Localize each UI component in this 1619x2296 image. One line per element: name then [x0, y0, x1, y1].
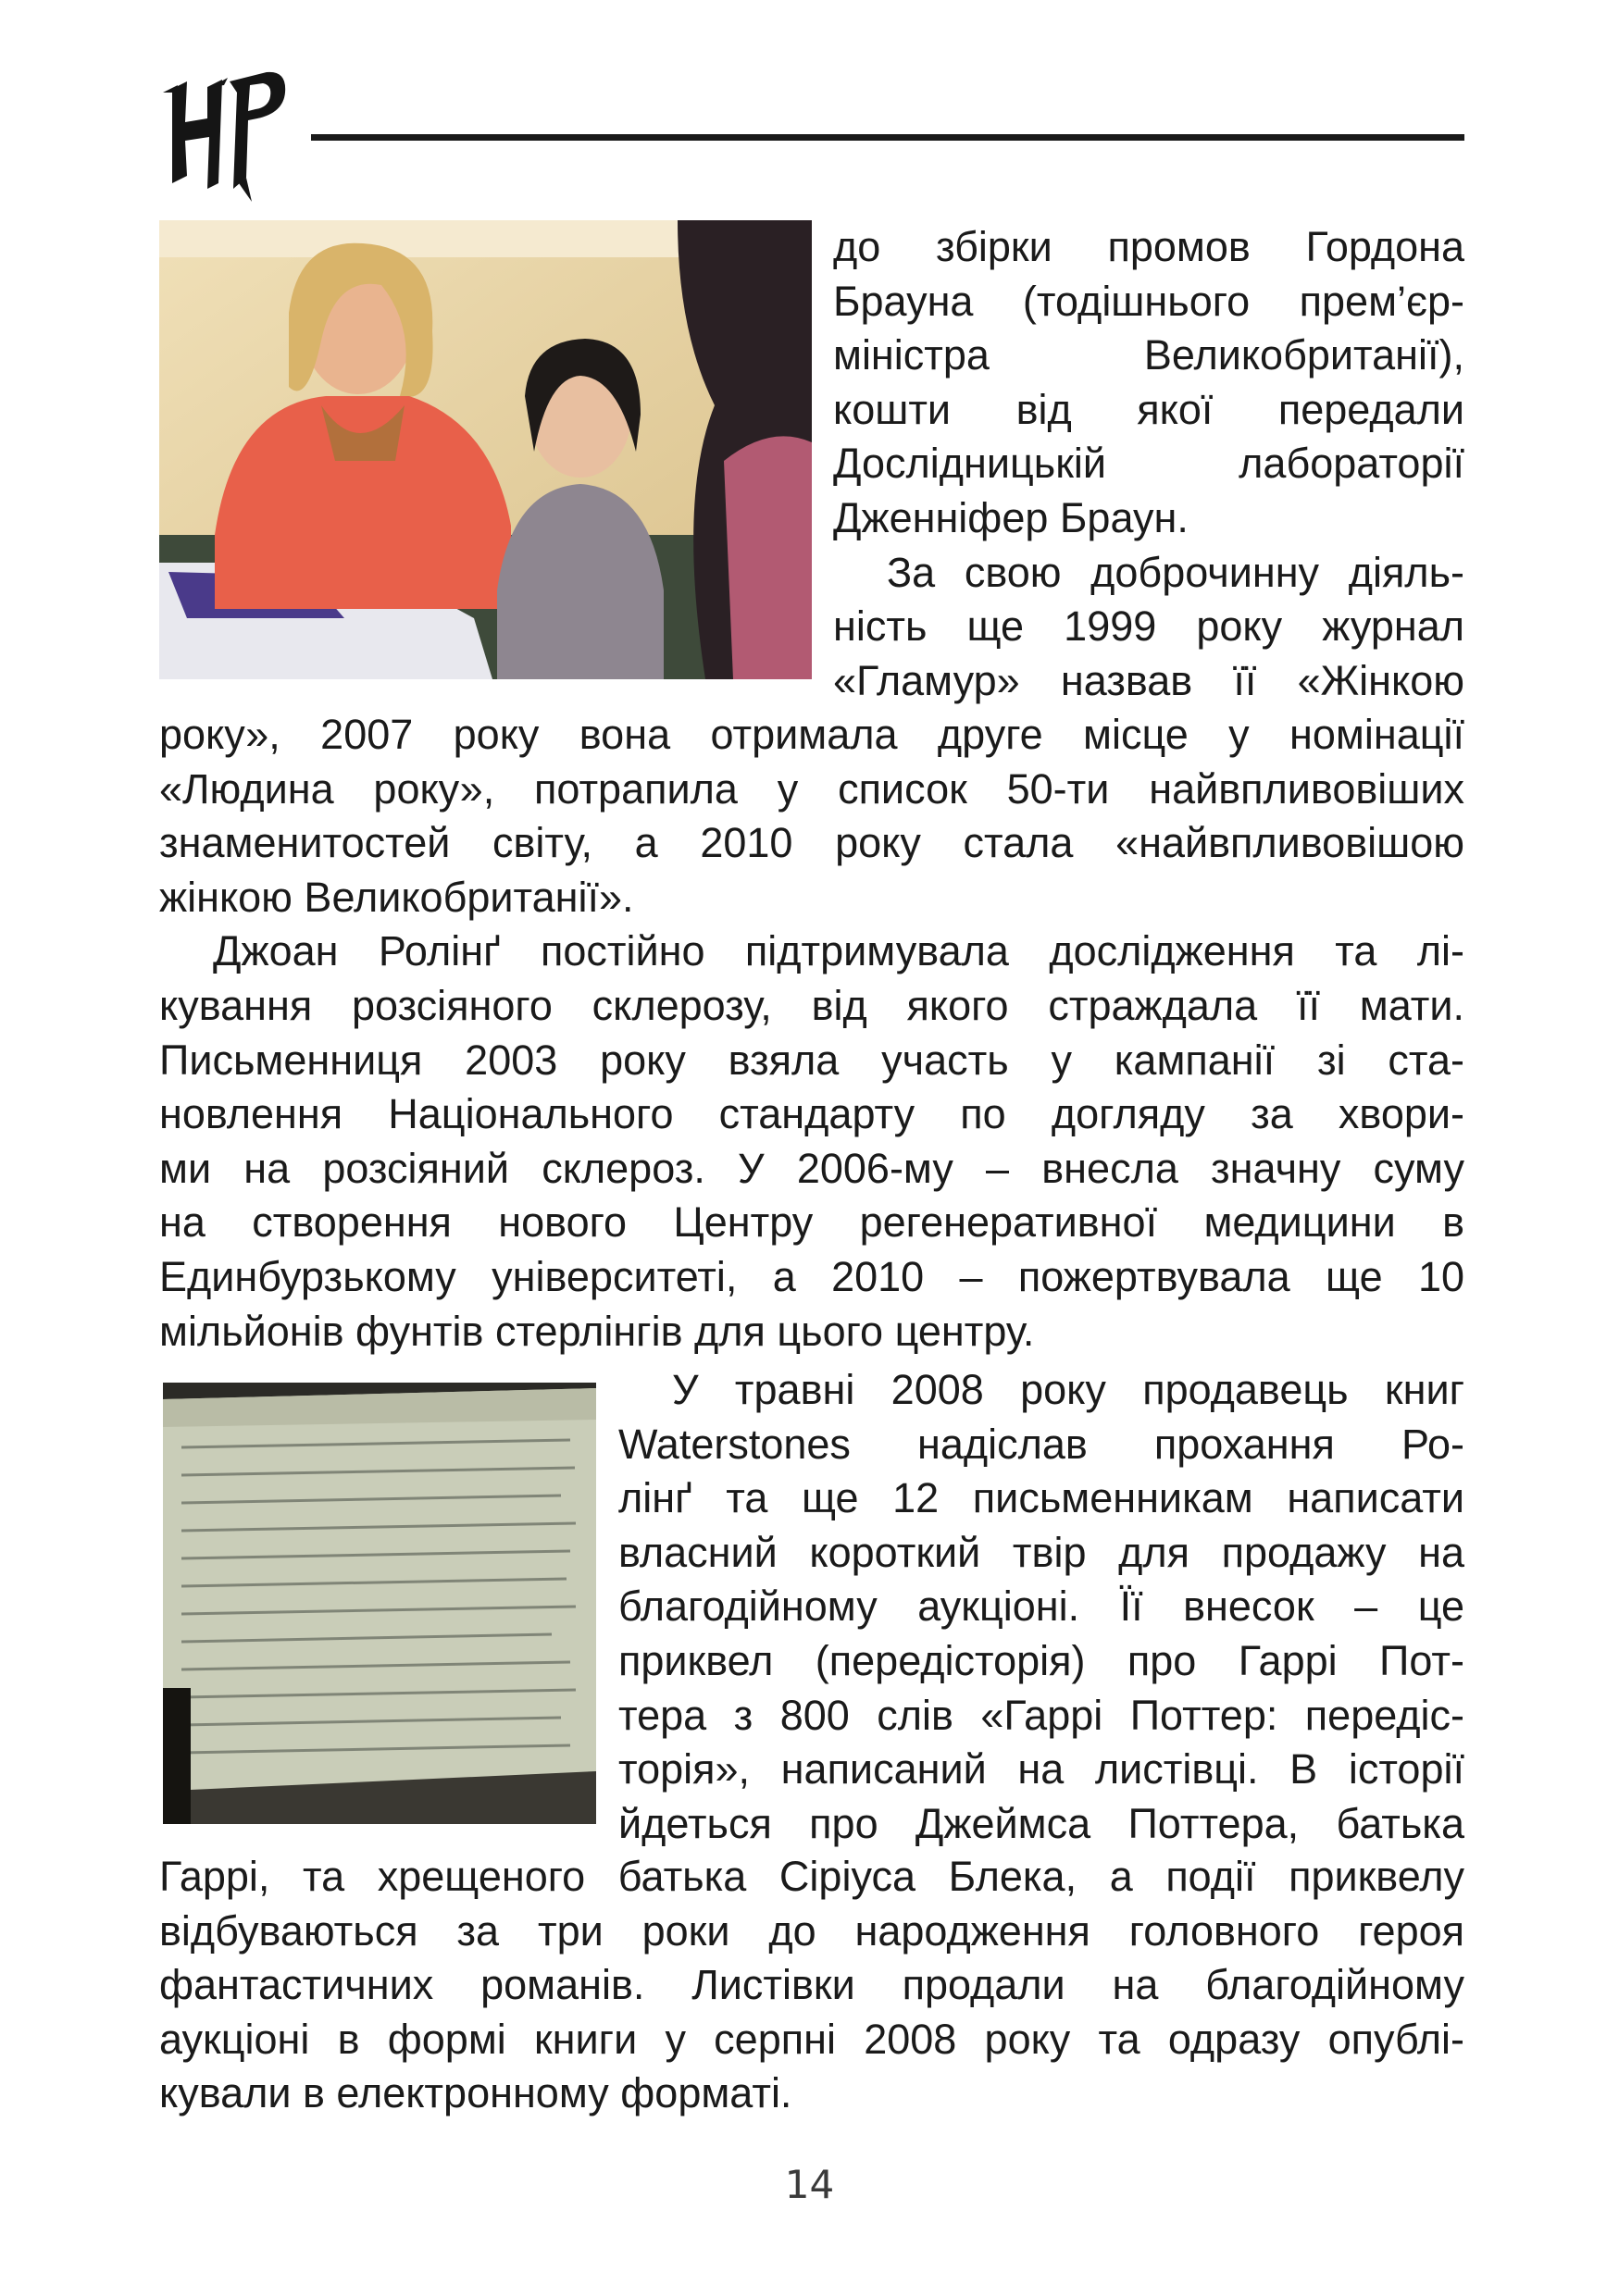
text-line: ність ще 1999 року журнал — [833, 602, 1464, 651]
text-line: тера з 800 слів «Гаррі Поттер: передіс- — [618, 1691, 1464, 1739]
text-line: міністра Великобританії), — [833, 331, 1464, 379]
text-line: знаменитостей світу, а 2010 року стала «найвпливовішою — [159, 819, 1464, 867]
text-line: «Людина року», потрапила у список 50-ти найвпливовіших — [159, 764, 1464, 813]
text-line: новлення Національного стандарту по догляду за хвори- — [159, 1090, 1464, 1138]
photo-rowling-icon — [159, 220, 812, 679]
text-line: лінґ та ще 12 письменникам написати — [618, 1474, 1464, 1522]
text-line: власний короткий твір для продажу на — [618, 1528, 1464, 1576]
text-line: фантастичних романів. Листівки продали на благодійному — [159, 1961, 1464, 2009]
header-rule — [311, 134, 1464, 141]
text-line: ми на розсіяний склероз. У 2006-му – внесла значну суму — [159, 1144, 1464, 1192]
text-line: до збірки промов Гордона — [833, 223, 1464, 270]
page-number: 14 — [784, 2162, 835, 2207]
text-line: Письменниця 2003 року взяла участь у кампанії зі ста- — [159, 1036, 1464, 1084]
text-line: кування розсіяного склерозу, від якого страждала її мати. — [159, 981, 1464, 1029]
text-line: Брауна (тодішнього прем’єр- — [833, 277, 1464, 325]
text-line: кошти від якої передали — [833, 385, 1464, 433]
text-line: «Гламур» назвав її «Жінкою — [833, 656, 1464, 704]
paragraph-block-2 — [159, 1850, 1464, 2121]
paragraph-block-1 — [159, 708, 1464, 1359]
text-line: Гаррі, та хрещеного батька Сіріуса Блека, а події приквелу — [159, 1853, 1464, 1900]
column-text-1 — [833, 220, 1464, 708]
text-line: відбуваються за три роки до народження головного героя — [159, 1906, 1464, 1955]
text-line: жінкою Великобританії». — [159, 873, 634, 921]
text-line: року», 2007 року вона отримала друге місце у номінації — [159, 711, 1464, 758]
text-line: Джоан Ролінґ постійно підтримувала дослідження та лі- — [213, 927, 1464, 975]
text-line: мільйонів фунтів стерлінгів для цього центру. — [159, 1307, 1035, 1355]
text-line: Дослідницькій лабораторії — [833, 440, 1464, 488]
text-line: За свою доброчинну діяль- — [887, 548, 1464, 596]
text-line: приквел (передісторія) про Гаррі Пот- — [618, 1636, 1464, 1684]
text-line: Waterstones надіслав прохання Ро- — [618, 1420, 1464, 1468]
text-line: торія», написаний на листівці. В історії — [618, 1745, 1464, 1793]
photo-postcard-icon — [163, 1383, 596, 1824]
text-line: У травні 2008 року продавець книг — [672, 1366, 1464, 1413]
text-line: на створення нового Центру регенеративної медицини в — [159, 1198, 1464, 1247]
text-line: йдеться про Джеймса Поттера, батька — [618, 1799, 1464, 1847]
text-line: Дженніфер Браун. — [833, 493, 1189, 541]
text-line: кували в електронному форматі. — [159, 2069, 792, 2117]
text-line: аукціоні в формі книги у серпні 2008 року та одразу опублі- — [159, 2015, 1464, 2063]
column-text-2 — [618, 1363, 1464, 1851]
text-line: благодійному аукціоні. Її внесок – це — [618, 1582, 1464, 1631]
hp-logo-icon — [159, 65, 289, 204]
text-line: Единбурзькому університеті, а 2010 – пожертвувала ще 10 — [159, 1252, 1464, 1300]
